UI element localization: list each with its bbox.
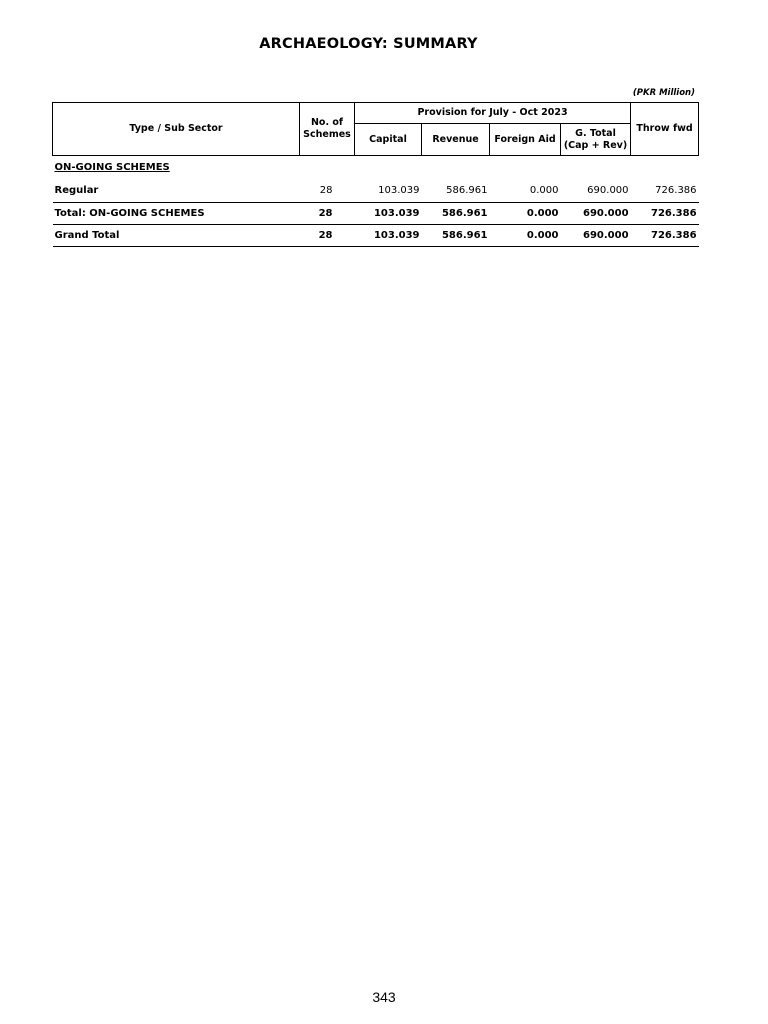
row-throw-fwd: 726.386 [655, 184, 697, 196]
header-g-total-sublabel: (Cap + Rev) [563, 139, 628, 151]
header-foreign-aid: Foreign Aid [490, 124, 561, 156]
total-g-total: 690.000 [561, 203, 631, 225]
total-capital: 103.039 [355, 203, 422, 225]
table-row [53, 178, 699, 203]
row-g-total: 690.000 [587, 184, 629, 196]
summary-table [52, 102, 699, 247]
grand-total-g-total: 690.000 [561, 225, 631, 247]
section-row [53, 156, 699, 179]
row-schemes: 28 [319, 184, 333, 196]
total-row [53, 203, 699, 225]
row-revenue: 586.961 [446, 184, 488, 196]
grand-total-revenue: 586.961 [422, 225, 490, 247]
header-throw-fwd: Throw fwd [631, 103, 699, 156]
header-provision-group: Provision for July - Oct 2023 [355, 103, 631, 124]
grand-total-foreign-aid: 0.000 [490, 225, 561, 247]
row-capital: 103.039 [378, 184, 420, 196]
grand-total-capital: 103.039 [355, 225, 422, 247]
header-revenue: Revenue [422, 124, 490, 156]
grand-total-row [53, 225, 699, 247]
page-title: ARCHAEOLOGY: SUMMARY [259, 36, 478, 52]
total-label: Total: ON-GOING SCHEMES [53, 203, 300, 225]
grand-total-label: Grand Total [53, 225, 300, 247]
total-throw-fwd: 726.386 [631, 203, 699, 225]
header-g-total [561, 124, 631, 156]
section-label: ON-GOING SCHEMES [54, 161, 170, 173]
total-revenue: 586.961 [422, 203, 490, 225]
row-foreign-aid: 0.000 [529, 184, 559, 196]
header-g-total-label: G. Total [575, 127, 616, 139]
row-label: Regular [54, 184, 99, 196]
total-foreign-aid: 0.000 [490, 203, 561, 225]
units-note: (PKR Million) [632, 88, 695, 98]
grand-total-schemes: 28 [300, 225, 355, 247]
page-number: 343 [372, 989, 396, 1005]
grand-total-throw-fwd: 726.386 [631, 225, 699, 247]
header-capital: Capital [355, 124, 422, 156]
header-type-sub-sector: Type / Sub Sector [53, 103, 300, 156]
total-schemes: 28 [300, 203, 355, 225]
header-no-of-schemes: No. of Schemes [300, 103, 355, 156]
